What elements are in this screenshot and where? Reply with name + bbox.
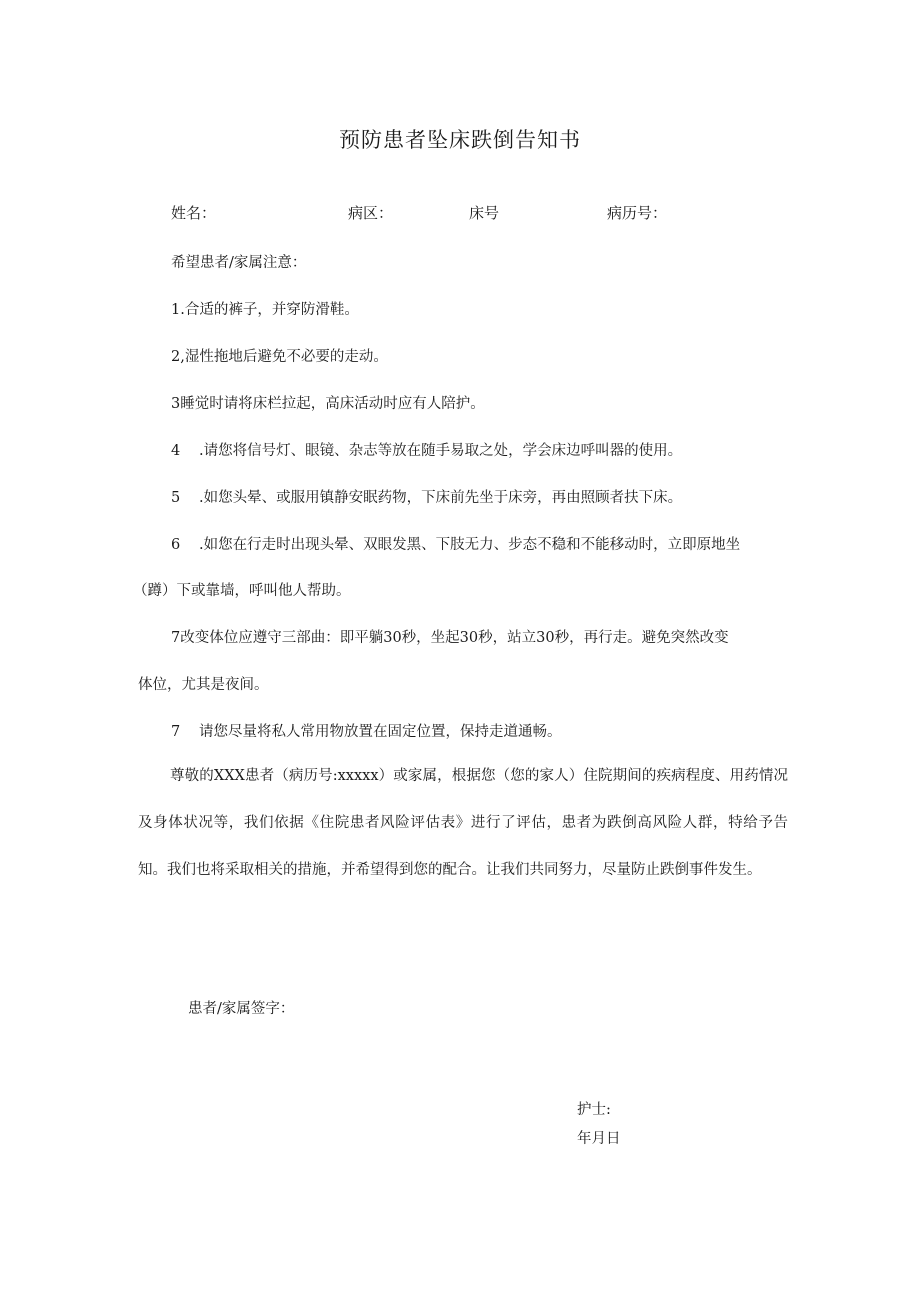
list-item-6 [171, 533, 740, 554]
list-item-7-continuation: 体位，尤其是夜间。 [138, 677, 269, 693]
nurse-signature-label: 护士: [577, 1102, 611, 1118]
list-item-6-continuation: （蹲）下或靠墙，呼叫他人帮助。 [133, 583, 351, 599]
list-item-3: 3睡觉时请将床栏拉起，高床活动时应有人陪护。 [171, 396, 485, 412]
date-label: 年月日 [577, 1131, 621, 1147]
list-item-5 [171, 486, 682, 507]
list-item-8-text: 请您尽量将私人常用物放置在固定位置，保持走道通畅。 [199, 724, 562, 740]
name-field-label: 姓名： [171, 204, 217, 222]
patient-signature-label: 患者/家属签字： [188, 1001, 295, 1017]
list-item-7: 7改变体位应遵守三部曲：即平躺30秒，坐起30秒，站立30秒，再行走。避免突然改变 [171, 630, 729, 646]
list-item-5-number: 5 [171, 490, 181, 506]
list-item-8 [171, 720, 562, 741]
document-title: 预防患者坠床跌倒告知书 [339, 128, 581, 152]
list-item-1: 1.合适的裤子，并穿防滑鞋。 [171, 302, 359, 318]
intro-text: 希望患者/家属注意： [171, 255, 307, 271]
list-item-6-text: .如您在行走时出现头晕、双眼发黑、下肢无力、步态不稳和不能移动时，立即原地坐 [199, 537, 741, 553]
notice-paragraph: 尊敬的XXX患者（病历号:xxxxx）或家属，根据您（您的家人）住院期间的疾病程度、用药情况及身体状况等，我们依据《住院患者风险评估表》进行了评估，患者为跌倒高风险人群，特给予告知。我们也将采取相关的措施，并希望得到您的配合。让我们共同努力，尽量防止跌倒事件发生。 [138, 768, 788, 878]
record-field-label: 病历号： [607, 204, 668, 222]
list-item-4-number: 4 [171, 443, 181, 459]
list-item-4 [171, 439, 682, 460]
list-item-8-number: 7 [171, 724, 181, 740]
ward-field-label: 病区： [348, 204, 394, 222]
bed-field-label: 床号 [469, 204, 500, 222]
list-item-2: 2,湿性拖地后避免不必要的走动。 [171, 349, 388, 365]
list-item-6-number: 6 [171, 537, 181, 553]
list-item-4-text: .请您将信号灯、眼镜、杂志等放在随手易取之处，学会床边呼叫器的使用。 [199, 443, 683, 459]
list-item-5-text: .如您头晕、或服用镇静安眠药物，下床前先坐于床旁，再由照顾者扶下床。 [199, 490, 683, 506]
